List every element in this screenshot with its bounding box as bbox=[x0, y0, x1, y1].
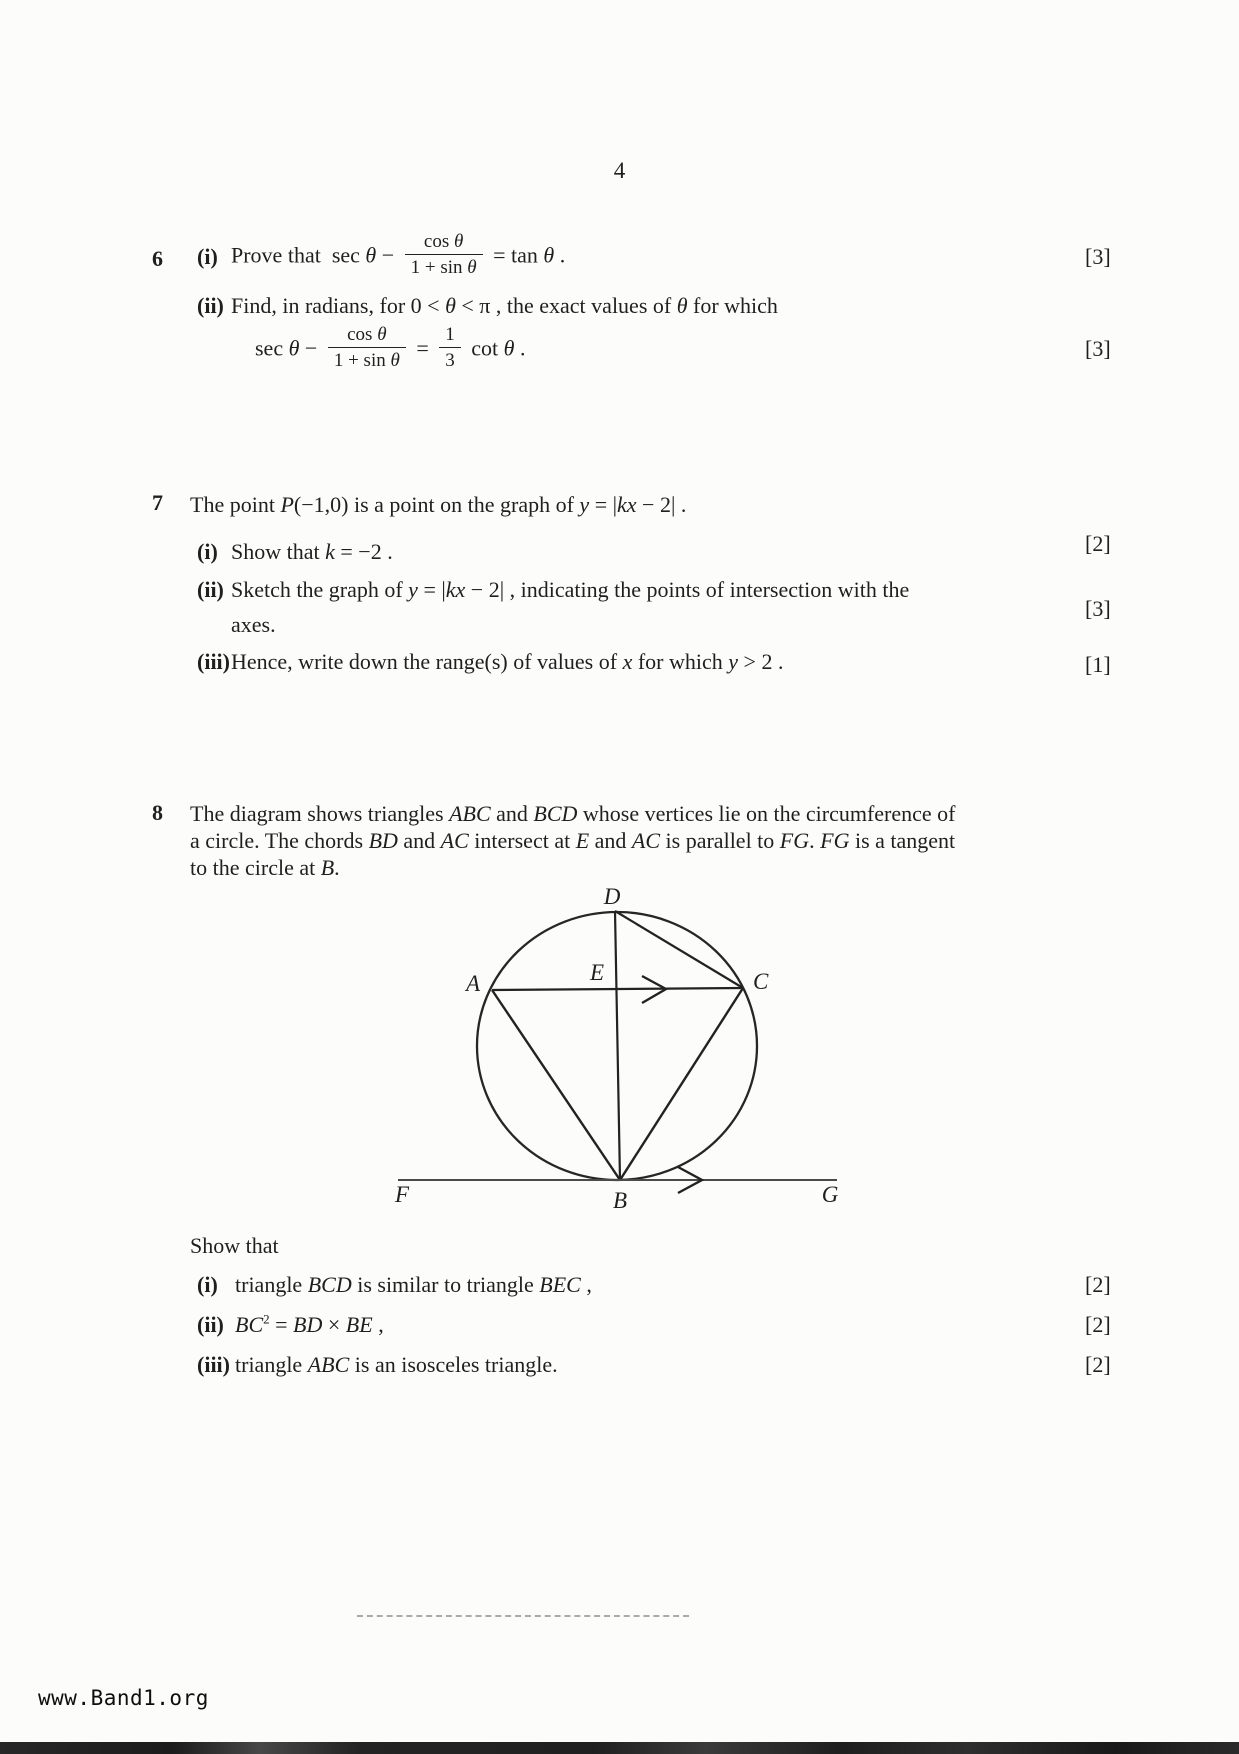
chord-ab bbox=[492, 990, 620, 1180]
circle-diagram bbox=[340, 878, 880, 1228]
part-iii-text: Hence, write down the range(s) of values of x for which y > 2 . bbox=[231, 649, 784, 674]
dashed-separator bbox=[357, 1615, 689, 1617]
part-i-text: triangle BCD is similar to triangle BEC , bbox=[235, 1272, 592, 1297]
question-8-part-ii bbox=[197, 1312, 384, 1338]
part-ii-label: (ii) bbox=[197, 577, 224, 602]
question-8-stem-line-3: to the circle at B. bbox=[190, 855, 340, 880]
part-iii-label: (iii) bbox=[197, 649, 230, 674]
question-7-stem-text: The point P(−1,0) is a point on the graph of y = |kx − 2| . bbox=[190, 492, 687, 517]
question-7-number: 7 bbox=[152, 490, 163, 515]
question-6-part-ii-formula bbox=[255, 322, 525, 378]
part-i-text: Prove that sec θ − $\frac{\text{cos θ}}{\text{1 + sin θ}}$ = tan θ . bbox=[231, 230, 566, 278]
vertex-label-c: C bbox=[753, 969, 769, 994]
chord-db bbox=[615, 911, 620, 1180]
marks-q8-iii: [2] bbox=[1085, 1352, 1111, 1377]
marks-q6-ii: [3] bbox=[1085, 336, 1111, 361]
part-i-label: (i) bbox=[197, 1272, 218, 1297]
chord-dc bbox=[615, 911, 743, 988]
question-8-stem-line-2: a circle. The chords BD and AC intersect at E and AC is parallel to FG. FG is a tangent bbox=[190, 828, 956, 853]
part-i-label: (i) bbox=[197, 539, 218, 564]
vertex-label-e: E bbox=[589, 960, 605, 985]
part-i-text: Show that k = −2 . bbox=[231, 539, 393, 564]
question-8-part-i bbox=[197, 1272, 592, 1298]
vertex-label-f: F bbox=[394, 1182, 410, 1207]
question-6-part-ii bbox=[197, 293, 778, 319]
part-ii-label: (ii) bbox=[197, 293, 224, 318]
question-7-part-ii-line2 bbox=[231, 612, 276, 638]
bottom-scan-bar bbox=[0, 1742, 1239, 1754]
part-ii-text-line2: axes. bbox=[231, 612, 276, 637]
question-8-stem bbox=[190, 800, 956, 881]
marks-q8-ii: [2] bbox=[1085, 1312, 1111, 1337]
marks-q6-i: [3] bbox=[1085, 244, 1111, 269]
part-ii-text: Sketch the graph of y = |kx − 2| , indicating the points of intersection with the bbox=[231, 577, 910, 602]
question-7-part-i bbox=[197, 539, 393, 565]
marks-q7-ii: [3] bbox=[1085, 596, 1111, 621]
vertex-label-d: D bbox=[603, 884, 621, 909]
question-6-number: 6 bbox=[152, 246, 163, 271]
question-7-part-ii bbox=[197, 577, 909, 603]
question-7-stem bbox=[190, 492, 686, 518]
marks-q8-i: [2] bbox=[1085, 1272, 1111, 1297]
part-ii-formula: sec θ − $\frac{\text{cos θ}}{\text{1 + sin θ}}$ = $\frac{1}{3}$ cot θ . bbox=[255, 323, 526, 371]
marks-q7-i: [2] bbox=[1085, 531, 1111, 556]
marks-q7-iii: [1] bbox=[1085, 652, 1111, 677]
part-ii-label: (ii) bbox=[197, 1312, 224, 1337]
part-iii-label: (iii) bbox=[197, 1352, 230, 1377]
vertex-label-a: A bbox=[465, 971, 480, 996]
page-number: 4 bbox=[613, 158, 626, 183]
question-8-part-iii bbox=[197, 1352, 558, 1378]
question-8-number: 8 bbox=[152, 800, 163, 825]
vertex-label-b: B bbox=[612, 1188, 628, 1213]
part-iii-text: triangle ABC is an isosceles triangle. bbox=[235, 1352, 558, 1377]
question-6-part-i bbox=[197, 228, 565, 286]
vertex-label-g: G bbox=[821, 1182, 839, 1207]
chord-cb bbox=[620, 988, 743, 1180]
part-ii-text: Find, in radians, for 0 < θ < π , the exact values of θ for which bbox=[231, 293, 778, 318]
question-8-show-that: Show that bbox=[190, 1233, 279, 1258]
question-7-part-iii bbox=[197, 649, 783, 675]
footer-url: www.Band1.org bbox=[38, 1686, 209, 1710]
question-8-stem-line-1: The diagram shows triangles ABC and BCD whose vertices lie on the circumference of bbox=[190, 801, 956, 826]
part-ii-text: $BC^2$ = BD × BE , bbox=[235, 1311, 384, 1337]
part-i-label: (i) bbox=[197, 244, 218, 269]
